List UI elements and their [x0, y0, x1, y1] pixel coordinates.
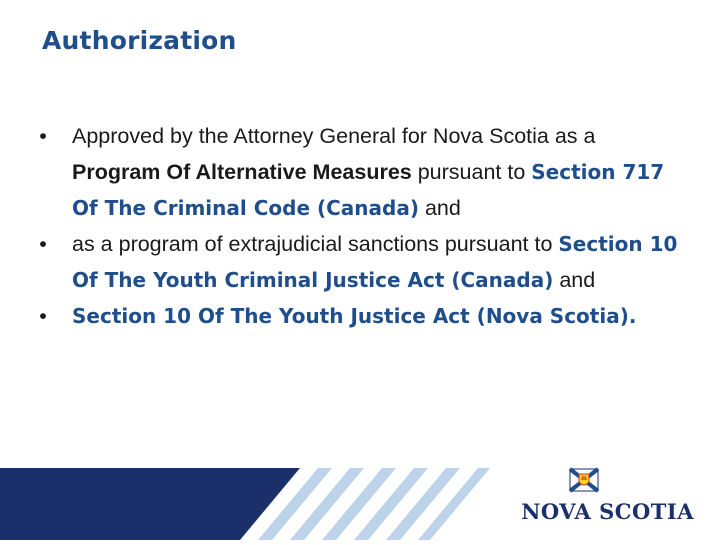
slide-title: Authorization: [42, 26, 237, 55]
bullet-list: [28, 118, 688, 334]
nova-scotia-logo: [521, 499, 694, 524]
bullet-text: pursuant to: [411, 160, 532, 184]
bullet-text: as a program of extrajudicial sanctions pursuant to: [72, 232, 559, 256]
legal-reference: Section 717 Of The Criminal Code (Canada): [72, 160, 665, 220]
legal-reference: Section 10 Of The Youth Justice Act (Nova Scotia).: [72, 304, 637, 328]
bullet-text: Approved by the Attorney General for Nova Scotia as a: [72, 124, 596, 148]
bullet-text: and: [418, 196, 461, 220]
bullet-item: [28, 118, 688, 226]
nova-scotia-flag-icon: [567, 465, 601, 500]
bullet-item: [28, 226, 688, 298]
bullet-text: and: [553, 268, 596, 292]
legal-reference: Section 10 Of The Youth Criminal Justice Act (Canada): [72, 232, 678, 292]
bullet-dot: •: [39, 232, 47, 256]
program-name: Program Of Alternative Measures: [72, 160, 412, 184]
bullet-dot: •: [39, 124, 47, 148]
bullet-item: [28, 298, 688, 334]
footer-band: [0, 468, 720, 540]
bullet-dot: •: [39, 304, 47, 328]
logo-text: NOVA SCOTIA: [521, 499, 694, 524]
